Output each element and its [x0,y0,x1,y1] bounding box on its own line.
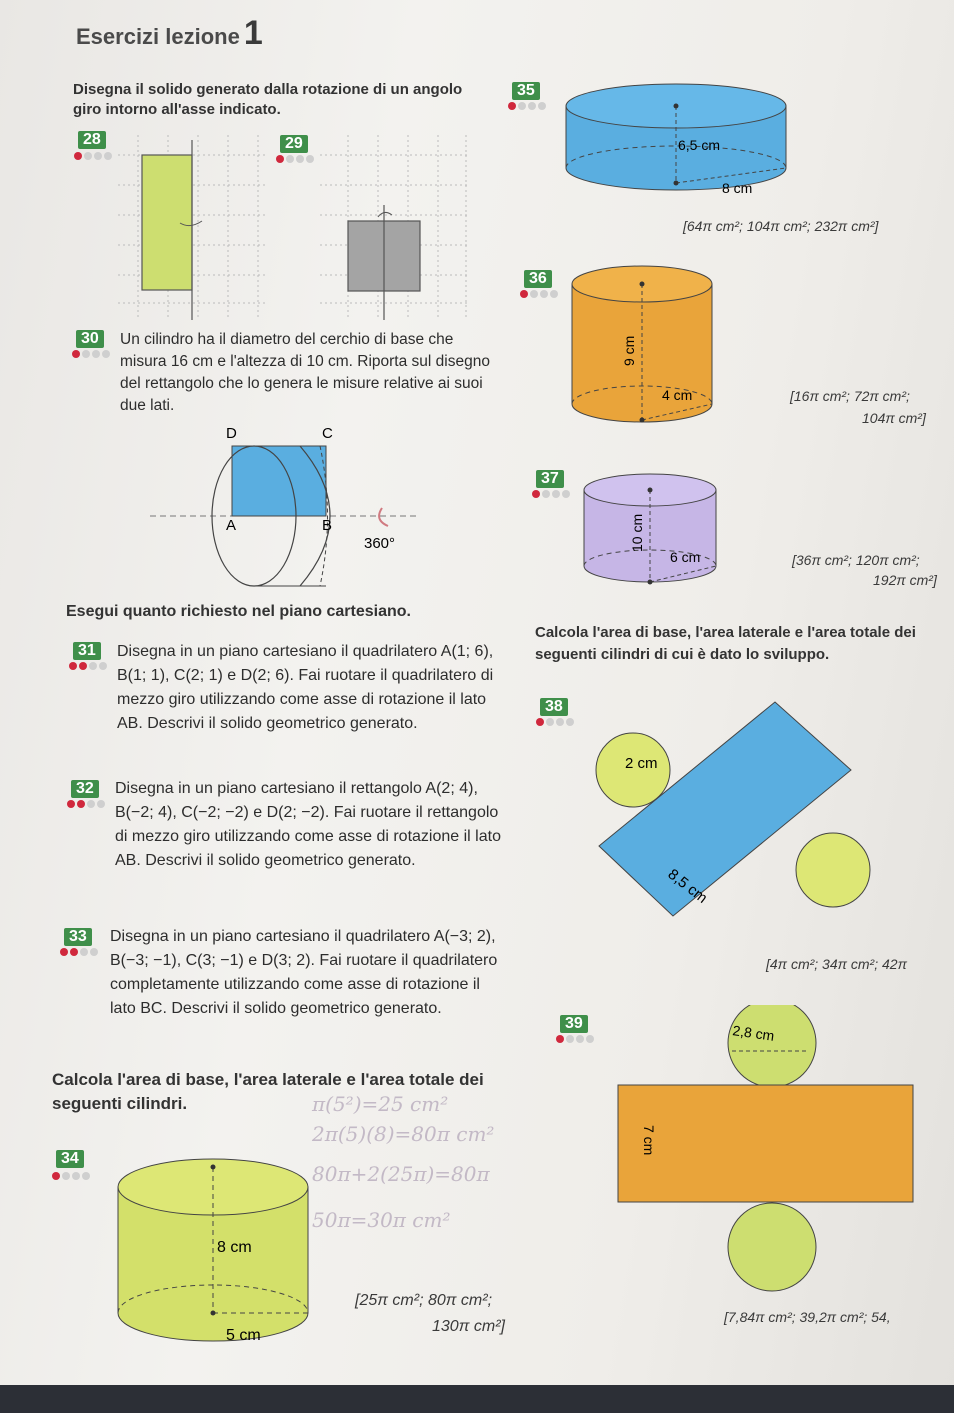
difficulty-dots [520,290,558,298]
height-label: 9 cm [621,335,637,366]
height-label: 8 cm [217,1239,252,1256]
label-d: D [226,425,237,442]
exercise-34-cylinder [110,1145,320,1370]
difficulty-dots [52,1172,90,1180]
difficulty-dots [276,155,314,163]
difficulty-dots [536,718,574,726]
exercise-38-development [585,690,875,960]
radius-label: 6 cm [670,549,701,565]
exercise-34-answer-1: [25π cm²; 80π cm²; [355,1292,493,1309]
section-development-heading: Calcola l'area di base, l'area laterale e l'area totale dei seguenti cilindri di cui è dato lo sviluppo. [535,624,916,663]
radius-label: 5 cm [226,1327,261,1344]
handwritten-line-4: 50π=30π cm² [312,1208,451,1232]
green-rectangle [142,155,192,290]
label-c: C [322,425,333,442]
top-base-circle [728,1005,816,1087]
handwritten-line-2: 2π(5)(8)=80π cm² [312,1122,495,1146]
difficulty-dots [74,152,112,160]
exercise-31-text: Disegna in un piano cartesiano il quadrilatero A(1; 6), B(1; 1), C(2; 1) e D(2; 6). Fai ruotare il quadrilatero di mezzo giro utilizzando come asse di rotazione il lato AB. Descrivi il solido geometrico generato. [117,643,494,732]
radius-label: 8 cm [722,180,753,196]
difficulty-dots [556,1035,594,1043]
radius-label: 4 cm [662,387,693,403]
handwritten-line-3: 80π+2(25π)=80π [312,1162,490,1186]
exercise-28-number: 28 [78,131,106,149]
exercise-29-number: 29 [280,135,308,153]
bottom-base-circle [796,833,870,907]
exercise-36-cylinder [568,262,718,442]
exercise-35-cylinder [562,78,792,213]
label-b: B [322,517,333,534]
exercise-35-answer: [64π cm²; 104π cm²; 232π cm²] [683,218,879,234]
exercise-38-number: 38 [540,698,568,716]
exercise-39-answer: [7,84π cm²; 39,2π cm²; 54, [724,1309,891,1325]
radius-label: 2,8 cm [731,1022,776,1044]
difficulty-dots [67,800,105,808]
height-label: 6,5 cm [678,137,721,153]
height-label: 10 cm [629,513,645,552]
exercise-36-answer-1: [16π cm²; 72π cm²; [790,388,910,404]
exercise-33-number: 33 [64,928,92,946]
exercise-37-answer-2: 192π cm²] [873,572,937,588]
exercise-33-text: Disegna in un piano cartesiano il quadrilatero A(−3; 2), B(−3; −1), C(3; −1) e D(3; 2). Fai ruotare il quadrilatero completamente utilizzando come asse di rotazione il lato BC. Descrivi il solido geometrico generato. [110,928,498,1017]
exercise-30-drawing [150,420,430,595]
exercise-29-drawing [320,135,470,325]
angle-label: 360° [364,535,396,552]
side-label: 8,5 cm [664,865,711,907]
difficulty-dots [60,948,98,956]
exercise-28-drawing [118,135,268,325]
exercise-36-answer-2: 104π cm²] [862,410,926,426]
exercise-39-development [612,1005,917,1305]
section-cylinders-heading: Calcola l'area di base, l'area laterale e l'area totale dei seguenti cilindri. [52,1070,484,1113]
bottom-base-circle [728,1203,816,1291]
rotation-instruction: Disegna il solido generato dalla rotazione di un angolo giro intorno all'asse indicato. [73,81,463,118]
exercise-31-number: 31 [73,642,101,660]
dark-bottom-strip [0,1385,954,1413]
difficulty-dots [69,662,107,670]
difficulty-dots [532,490,570,498]
difficulty-dots [72,350,110,358]
exercise-34-answer-2: 130π cm²] [432,1318,505,1335]
exercise-39-number: 39 [560,1015,588,1033]
height-label: 7 cm [641,1125,657,1156]
exercise-34-number: 34 [56,1150,84,1168]
difficulty-dots [508,102,546,110]
page-title: Esercizi lezione 1 [76,14,263,52]
exercise-35-number: 35 [512,82,540,100]
lateral-rectangle [618,1085,913,1202]
exercise-32-text: Disegna in un piano cartesiano il rettangolo A(2; 4), B(−2; 4), C(−2; −2) e D(2; −2). Fai ruotare il rettangolo di mezzo giro utilizzando come asse di rotazione il lato AB. Descrivi il solido geometrico generato. [115,780,501,869]
exercise-37-cylinder [580,468,725,598]
exercise-37-answer-1: [36π cm²; 120π cm²; [792,552,920,568]
exercise-32-number: 32 [71,780,99,798]
exercise-30-text: Un cilindro ha il diametro del cerchio di base che misura 16 cm e l'altezza di 10 cm. Riporta sul disegno del rettangolo che lo genera le misure relative ai suoi due lati. [120,331,490,414]
exercise-36-number: 36 [524,270,552,288]
handwritten-line-1: π(5²)=25 cm² [312,1092,449,1116]
section-cartesian-heading: Esegui quanto richiesto nel piano cartesiano. [66,603,411,620]
exercise-30-number: 30 [76,330,104,348]
exercise-37-number: 37 [536,470,564,488]
label-a: A [226,517,237,534]
exercise-38-answer: [4π cm²; 34π cm²; 42π [766,956,907,972]
radius-label: 2 cm [625,755,658,772]
